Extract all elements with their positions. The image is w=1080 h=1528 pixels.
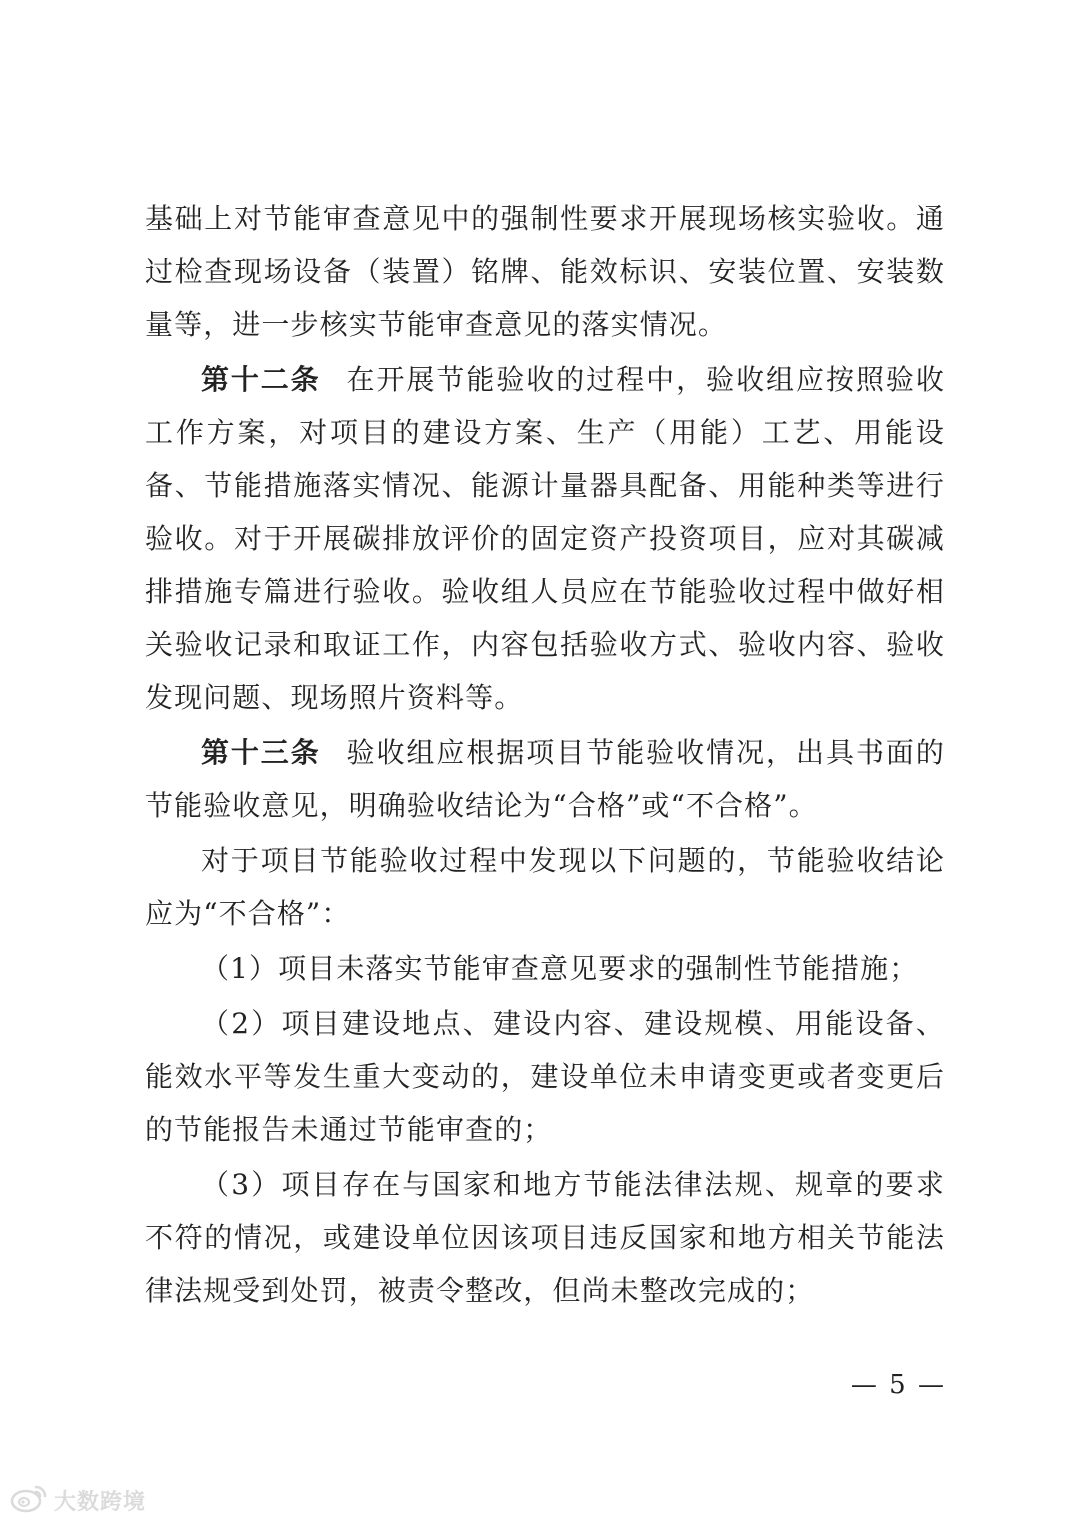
- list-item: （3）项目存在与国家和地方节能法律法规、规章的要求不符的情况，或建设单位因该项目违反国家和地方相关节能法律法规受到处罚，被责令整改，但尚未整改完成的；: [145, 1168, 945, 1307]
- article-13-text: 验收组应根据项目节能验收情况，出具书面的节能验收意见，明确验收结论为“合格”或“不合格”。: [145, 736, 945, 822]
- watermark-text: 大数跨境: [54, 1490, 147, 1515]
- continuation-paragraph: 基础上对节能审查意见中的强制性要求开展现场核实验收。通过检查现场设备（装置）铭牌、能效标识、安装位置、安装数量等，进一步核实节能审查意见的落实情况。: [145, 202, 945, 341]
- list-item: （2）项目建设地点、建设内容、建设规模、用能设备、能效水平等发生重大变动的，建设单位未申请变更或者变更后的节能报告未通过节能审查的；: [145, 1007, 945, 1146]
- list-item: （1）项目未落实节能审查意见要求的强制性节能措施；: [201, 952, 919, 985]
- article-12-paragraph: [145, 353, 945, 724]
- page-number: — 5 —: [850, 1370, 946, 1400]
- intro-paragraph: 对于项目节能验收过程中发现以下问题的，节能验收结论应为“不合格”：: [145, 844, 945, 930]
- document-body: [145, 192, 945, 1319]
- article-12-text: 在开展节能验收的过程中，验收组应按照验收工作方案，对项目的建设方案、生产（用能）工艺、用能设备、节能措施落实情况、能源计量器具配备、用能种类等进行验收。对于开展碳排放评价的固定资产投资项目，应对其碳减排措施专篇进行验收。验收组人员应在节能验收过程中做好相关验收记录和取证工作，内容包括验收方式、验收内容、验收发现问题、现场照片资料等。: [145, 363, 945, 714]
- article-13-heading: 第十三条: [201, 736, 321, 769]
- article-13-paragraph: [145, 726, 945, 832]
- weibo-logo-icon: [10, 1483, 48, 1518]
- article-12-heading: 第十二条: [201, 363, 321, 396]
- watermark: [10, 1483, 146, 1518]
